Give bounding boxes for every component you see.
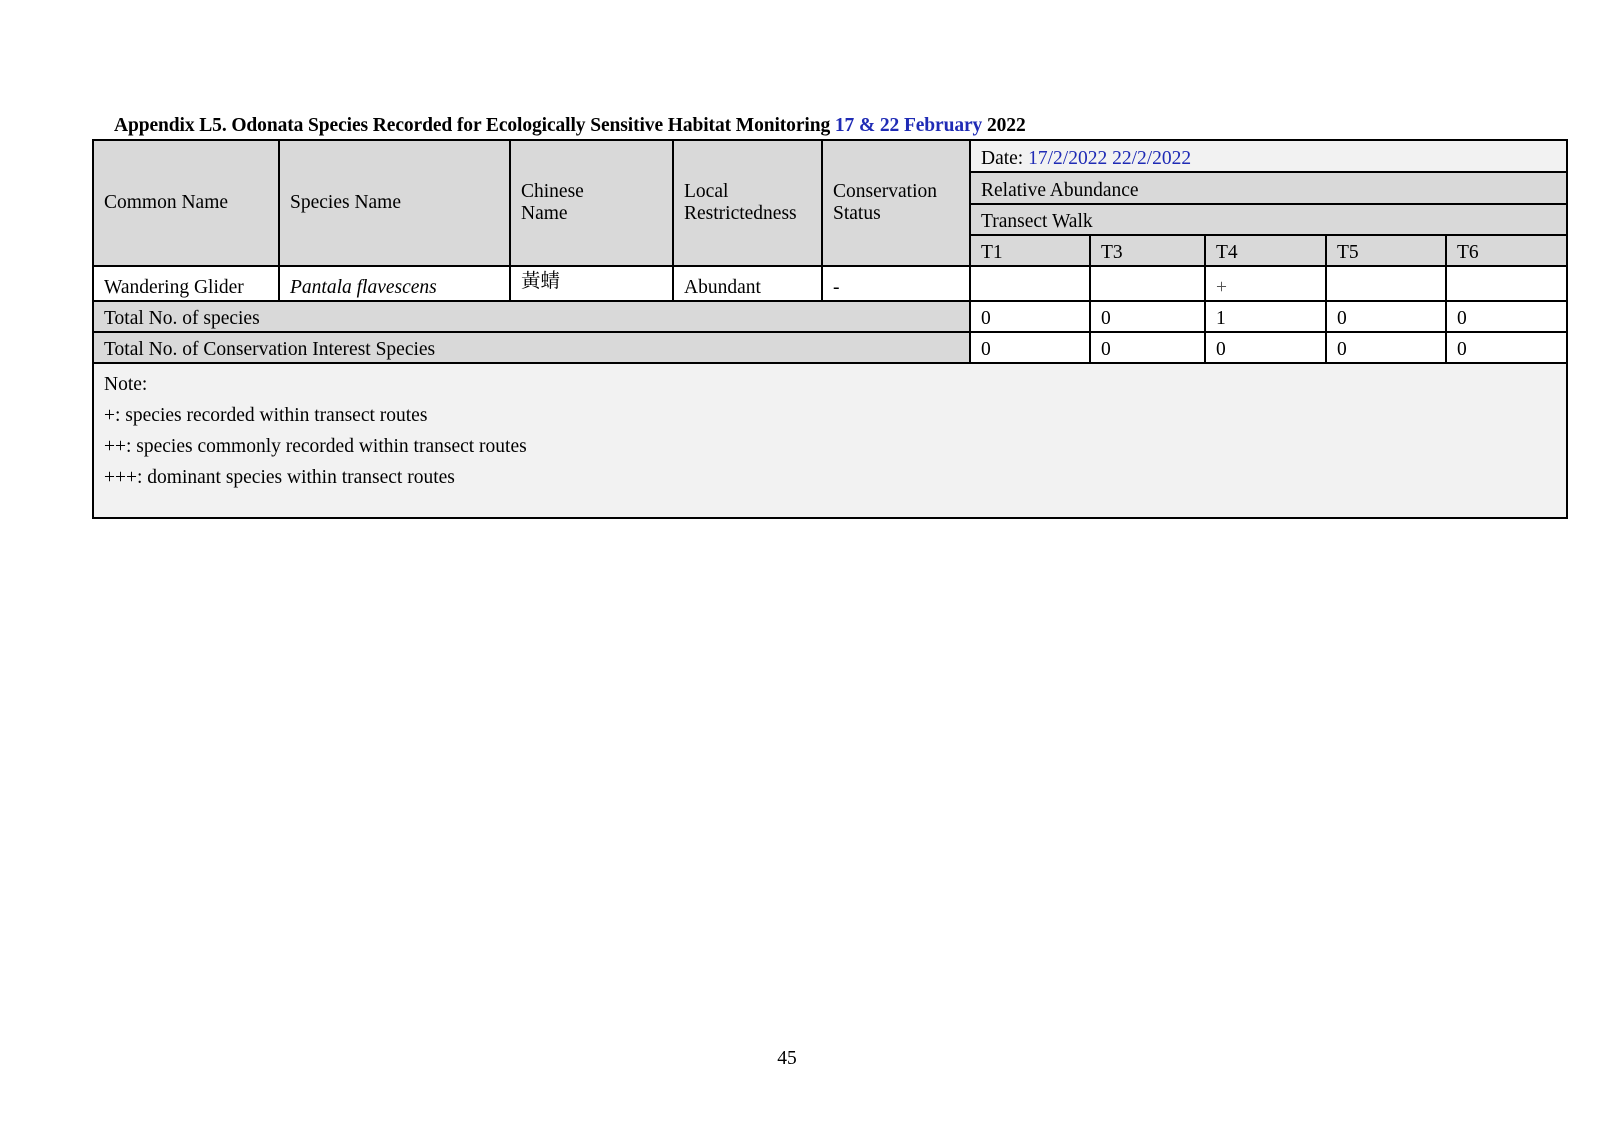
- header-relative-abundance-text: Relative Abundance: [981, 180, 1139, 201]
- cell-local-restrictedness: Abundant: [673, 266, 822, 301]
- header-row-date: [93, 140, 1567, 172]
- total-species-t5: 0: [1326, 301, 1446, 332]
- total-species-label: Total No. of species: [93, 301, 970, 332]
- note-line: +: species recorded within transect routes: [104, 405, 428, 426]
- header-local-line1: Local: [684, 181, 729, 202]
- header-t6: T6: [1446, 235, 1567, 266]
- total-species-t1: 0: [970, 301, 1090, 332]
- note-line: +++: dominant species within transect routes: [104, 467, 455, 488]
- total-conservation-t6: 0: [1446, 332, 1567, 363]
- total-species-t6: 0: [1446, 301, 1567, 332]
- header-conservation-line1: Conservation: [833, 181, 937, 202]
- total-conservation-t1: 0: [970, 332, 1090, 363]
- total-species-t4: 1: [1205, 301, 1326, 332]
- header-common-name-text: Common Name: [104, 192, 229, 213]
- caption-dates: 17 & 22 February: [834, 115, 983, 136]
- header-chinese-name-line2: Name: [521, 203, 568, 224]
- caption-prefix: Appendix L5. Odonata Species Recorded for Ecologically Sensitive Habitat Monitoring: [114, 115, 835, 136]
- header-date: [970, 140, 1567, 172]
- header-conservation-status: [822, 140, 970, 266]
- header-t3: T3: [1090, 235, 1205, 266]
- total-conservation-t5: 0: [1326, 332, 1446, 363]
- table-row: [93, 266, 1567, 301]
- header-local-restrictedness: [673, 140, 822, 266]
- header-chinese-name-line1: Chinese: [521, 181, 584, 202]
- total-conservation-t3: 0: [1090, 332, 1205, 363]
- total-species-row: [93, 301, 1567, 332]
- header-local-line2: Restrictedness: [684, 203, 797, 224]
- cell-common-name: Wandering Glider: [93, 266, 279, 301]
- cell-chinese-name: 黃蜻: [510, 266, 673, 301]
- odonata-species-table: [92, 139, 1568, 519]
- total-conservation-label: Total No. of Conservation Interest Species: [93, 332, 970, 363]
- header-relative-abundance: [970, 172, 1567, 204]
- header-date-label: Date:: [981, 148, 1029, 169]
- notes-cell: [93, 363, 1567, 518]
- header-transect-walk: [970, 204, 1567, 235]
- header-conservation-line2: Status: [833, 203, 881, 224]
- header-species-name-text: Species Name: [290, 192, 402, 213]
- header-transect-walk-text: Transect Walk: [981, 211, 1093, 232]
- header-species-name: [279, 140, 510, 266]
- cell-t4: +: [1205, 266, 1326, 301]
- cell-conservation-status: -: [822, 266, 970, 301]
- cell-t3: [1090, 266, 1205, 301]
- header-common-name: [93, 140, 279, 266]
- cell-t6: [1446, 266, 1567, 301]
- notes-row: [93, 363, 1567, 518]
- header-t4: T4: [1205, 235, 1326, 266]
- cell-species-name: Pantala flavescens: [279, 266, 510, 301]
- header-date-value: 17/2/2022 22/2/2022: [1028, 148, 1192, 169]
- cell-t5: [1326, 266, 1446, 301]
- header-t5: T5: [1326, 235, 1446, 266]
- caption-year: 2022: [982, 115, 1026, 136]
- total-conservation-t4: 0: [1205, 332, 1326, 363]
- cell-t1: [970, 266, 1090, 301]
- header-t1: T1: [970, 235, 1090, 266]
- page-number: 45: [777, 1048, 797, 1069]
- table-caption: [114, 115, 1026, 137]
- note-line: ++: species commonly recorded within transect routes: [104, 436, 527, 457]
- notes-title: Note:: [104, 374, 148, 395]
- total-conservation-row: [93, 332, 1567, 363]
- total-species-t3: 0: [1090, 301, 1205, 332]
- header-chinese-name: [510, 140, 673, 266]
